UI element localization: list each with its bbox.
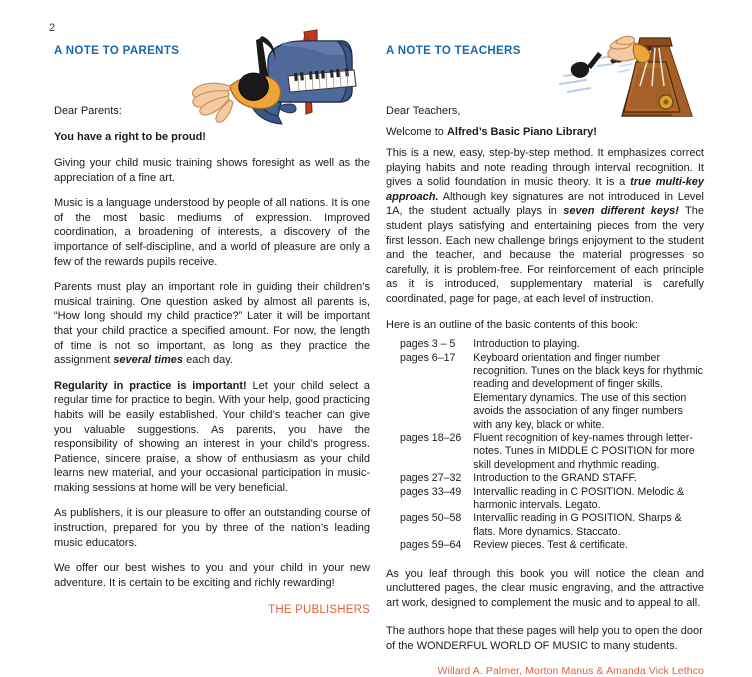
contents-pages: pages 3 – 5 [400,338,456,351]
teachers-intro-paragraph [386,146,704,307]
parents-paragraph-language: Music is a language understood by people of all nations. It is one of the most basic mediums of expression. Improved coordination, a broadening of interests, a discovery of the importance of self-discipline, and a world of pleasure are only a few of the rewards pupils receive. [54,197,370,268]
contents-pages: pages 6–17 [400,351,456,364]
contents-pages: pages 59–64 [400,539,462,552]
parents-paragraph-publishers: As publishers, it is our pleasure to offer an outstanding course of instruction, prepared for you by three of the nation’s leading music educators. [54,507,370,549]
parents-salutation: Dear Parents: [54,105,122,117]
book-contents-outline [386,338,704,553]
teachers-closing-paragraph: As you leaf through this book you will notice the clean and uncluttered pages, the clear music engraving, and the attractive art work, designed to complement the music and to appeal to all. [386,567,704,609]
parents-lead-statement: You have a right to be proud! [54,131,206,143]
regularity-lead: Regularity in practice is important! [54,379,247,392]
table-row [386,512,704,539]
intro-part-1: This is a new, easy, step-by-step method. It emphasizes correct playing habits and note reading through interval recognition. It gives a solid foundation in music theory. It is a [386,147,704,189]
table-row [386,472,704,485]
teachers-final-paragraph: The authors hope that these pages will help you to open the door of the WONDERFUL WORLD OF MUSIC to many students. [386,625,703,652]
publishers-signature: THE PUBLISHERS [268,604,370,617]
practice-emphasis: several times [113,354,184,367]
contents-body [386,338,704,553]
parents-paragraph-foresight: Giving your child music training shows foresight as well as the appreciation of a fine art. [54,157,370,184]
regularity-rest: Let your child select a regular time for practice to begin. With your help, good practicing habits will be easily established. Your child’s teacher can give you valuable suggestions. As parents, you have the responsibility of showing an interest in your child’s progress. Patience, sincere praise, a show of enthusiasm as your child learns new material, and your occasional participation in music-making sessions at home will be very beneficial. [54,379,370,494]
intro-emphasis-sevenkeys: seven different keys! [563,205,679,218]
page-number: 2 [49,22,56,34]
contents-pages: pages 50–58 [400,512,462,525]
table-row [386,352,704,432]
table-row [386,539,704,552]
contents-description: Fluent recognition of key-names through letter-notes. Tunes in MIDDLE C POSITION for more skill development and rhythmic reading. [473,431,695,471]
contents-description: Introduction to the GRAND STAFF. [473,472,637,485]
parents-paragraph-wishes: We offer our best wishes to you and your child in your new adventure. It is certain to be exciting and richly rewarding! [54,562,370,589]
contents-description: Keyboard orientation and finger number recognition. Tunes on the black keys for rhythmic reading and development of finger skills. Elementary dynamics. The use of this section avoids the association of any finger numbers with any key, black or white. [473,351,703,431]
intro-part-3: The student plays satisfying and entertaining pieces from the very first lesson. Each new challenge brings enjoyment to the student and the teacher, and because the material progresses so carefully, it is problem-free. For reinforcement of each principle as it is introduced, supplementary material is carefully coordinated, page for page, at each level of instruction. [386,205,705,305]
right-section-heading: A NOTE TO TEACHERS [386,45,521,57]
practice-text-suffix: each day. [183,354,233,367]
outline-intro-line: Here is an outline of the basic contents of this book: [386,318,638,331]
parents-paragraph-regularity [54,379,370,496]
intro-emphasis-multikey: true multi-key approach. [386,176,704,203]
contents-pages: pages 18–26 [400,431,462,444]
intro-part-2: Although key signatures are not introduced in Level 1A, the student actually plays in [386,190,704,218]
welcome-prefix: Welcome to [386,126,447,138]
contents-description: Introduction to playing. [473,338,580,351]
contents-pages: pages 33–49 [400,485,462,498]
library-title: Alfred’s Basic Piano Library! [446,126,597,138]
parents-paragraph-practice [54,280,370,368]
authors-signature: Willard A. Palmer, Morton Manus & Amanda Vick Lethco [437,664,704,677]
contents-description: Intervallic reading in C POSITION. Melodic & harmonic intervals. Legato. [473,485,685,511]
table-row [386,486,704,513]
contents-description: Intervallic reading in G POSITION. Sharps & flats. More dynamics. Staccato. [473,512,682,538]
table-row [386,338,704,351]
left-column [54,44,370,616]
table-row [386,432,704,472]
teachers-salutation: Dear Teachers, [386,105,461,117]
contents-pages: pages 27–32 [400,472,462,485]
right-column [386,44,704,677]
teachers-welcome-line [386,125,704,140]
contents-description: Review pieces. Test & certificate. [473,539,628,552]
practice-text-prefix: Parents must play an important role in guiding their children’s musical training. One question asked by almost all parents is, “How long should my child practice?” Later it will be important that your child practice a specified amount. For now, the length of time is not so important, as long as they practice the assignment [54,281,370,367]
left-section-heading: A NOTE TO PARENTS [54,45,180,57]
